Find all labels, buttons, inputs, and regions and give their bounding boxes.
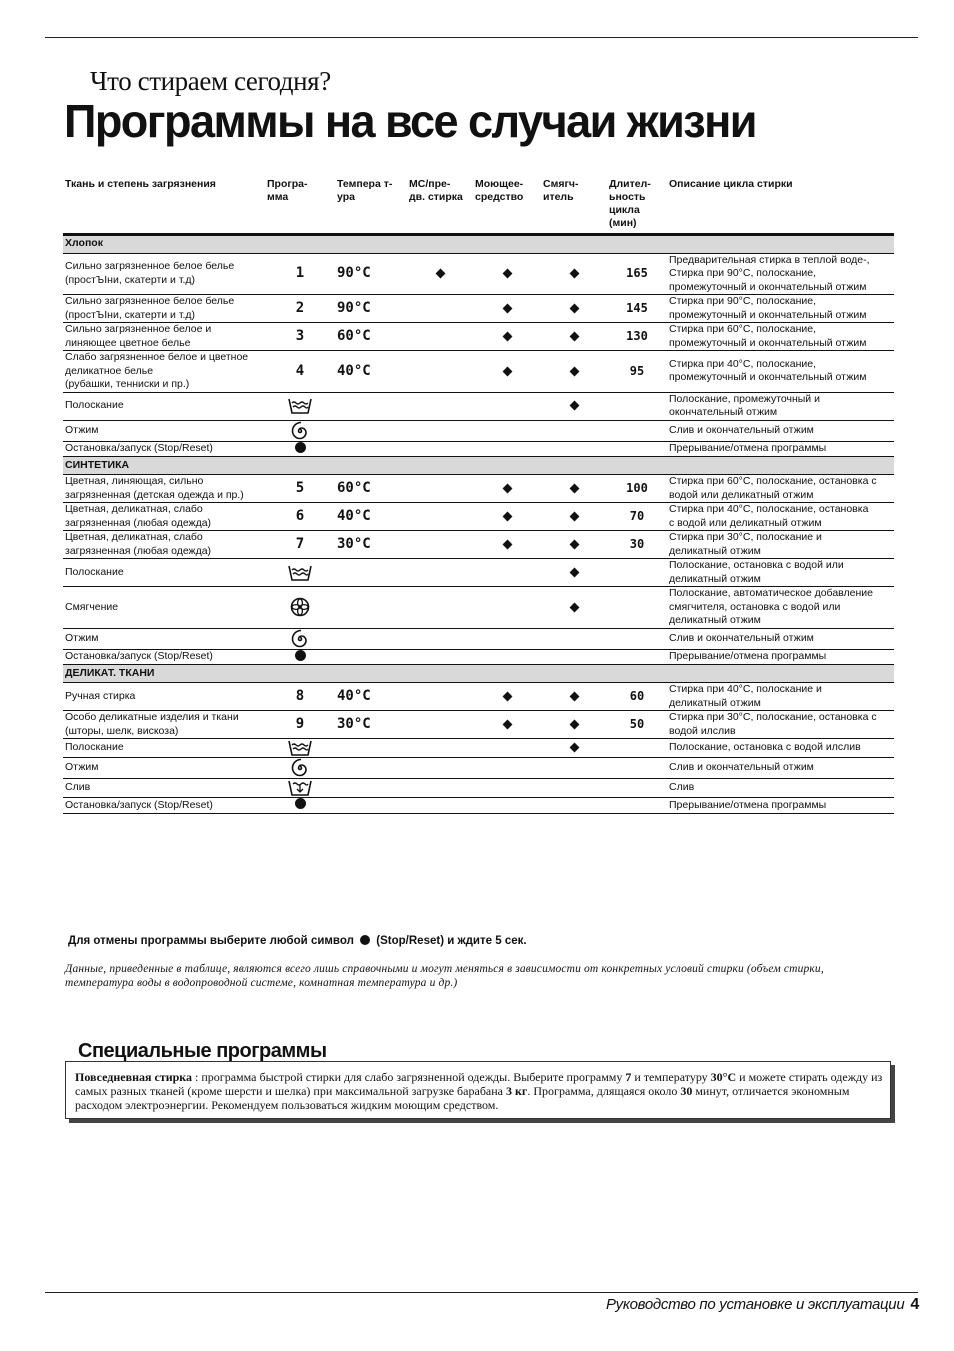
program-icon-cell — [265, 559, 335, 587]
softener-cell — [541, 420, 607, 441]
duration-cell — [607, 779, 667, 798]
program-table — [63, 176, 894, 814]
softener-cell — [541, 323, 607, 351]
detergent-cell — [473, 711, 541, 739]
fabric-cell: Сильно загрязненное белое белье (простЪIни, скатерти и т.д) — [63, 295, 265, 323]
temperature: 40°C — [335, 503, 407, 531]
diamond-icon — [569, 602, 579, 612]
diamond-icon — [502, 331, 512, 341]
description-cell: Стирка при 40°С, полоскание, остановка с водой или деликатный отжим — [667, 503, 894, 531]
softener-cell — [541, 798, 607, 814]
footer-text: Руководство по установке и эксплуатации — [605, 1296, 905, 1313]
duration-cell: 95 — [607, 351, 667, 393]
description-cell: Предварительная стирка в теплой воде-, Стирка при 90°С, полоскание, промежуточный и окончательный отжим — [667, 253, 894, 295]
spin-icon — [267, 758, 333, 778]
fabric-cell: Остановка/запуск (Stop/Reset) — [63, 798, 265, 814]
description-cell: Стирка при 90°С, полоскание, промежуточный и окончательный отжим — [667, 295, 894, 323]
detergent-cell — [473, 649, 541, 665]
detergent-cell — [473, 420, 541, 441]
disclaimer-note: Данные, приведенные в таблице, являются всего лишь справочными и могут меняться в зависимости от конкретных условий стирки (объем стирки, температура воды в водопроводной системе, комнатная температура и др.) — [65, 963, 824, 989]
program-number: 9 — [265, 711, 335, 739]
description-cell: Стирка при 30°С, полоскание и деликатный отжим — [667, 531, 894, 559]
detergent-cell — [473, 779, 541, 798]
prewash-cell — [407, 711, 473, 739]
diamond-icon — [569, 331, 579, 341]
rinse-icon — [267, 564, 333, 582]
softener-cell — [541, 351, 607, 393]
special-programs-box — [65, 1061, 891, 1119]
diamond-icon — [435, 269, 445, 279]
col-description: Описание цикла стирки — [669, 178, 793, 190]
description-cell: Полоскание, остановка с водой илслив — [667, 739, 894, 758]
col-prewash: МС/пре- дв. стирка — [409, 178, 463, 203]
temperature — [335, 739, 407, 758]
table-row — [63, 475, 894, 503]
temperature: 90°C — [335, 295, 407, 323]
table-row — [63, 420, 894, 441]
prewash-cell — [407, 739, 473, 758]
diamond-icon — [569, 483, 579, 493]
prewash-cell — [407, 351, 473, 393]
softener-icon — [267, 597, 333, 617]
duration-cell — [607, 392, 667, 420]
rinse-icon — [267, 739, 333, 757]
section-title: СИНТЕТИКА — [63, 457, 894, 475]
diamond-icon — [569, 719, 579, 729]
diamond-icon — [502, 719, 512, 729]
prewash-cell — [407, 253, 473, 295]
duration-cell: 70 — [607, 503, 667, 531]
program-number: 4 — [265, 351, 335, 393]
temperature: 40°C — [335, 683, 407, 711]
program-number: 5 — [265, 475, 335, 503]
table-header — [63, 176, 894, 234]
program-number: 7 — [265, 531, 335, 559]
fabric-cell: Отжим — [63, 628, 265, 649]
duration-cell: 145 — [607, 295, 667, 323]
diamond-icon — [569, 743, 579, 753]
drain-icon — [267, 779, 333, 797]
prewash-cell — [407, 475, 473, 503]
special-temp: 30°C — [710, 1070, 737, 1084]
table-row — [63, 739, 894, 758]
col-temperature: Темпера т- ура — [337, 178, 393, 203]
softener-cell — [541, 295, 607, 323]
special-programs-title: Специальные программы — [78, 1040, 327, 1062]
diamond-icon — [502, 303, 512, 313]
duration-cell: 165 — [607, 253, 667, 295]
temperature: 60°C — [335, 475, 407, 503]
prewash-cell — [407, 779, 473, 798]
softener-cell — [541, 559, 607, 587]
prewash-cell — [407, 758, 473, 779]
temperature — [335, 587, 407, 629]
table-row — [63, 392, 894, 420]
prewash-cell — [407, 628, 473, 649]
stop-reset-icon — [360, 935, 370, 945]
special-text: и можете стирать одежду из самых разных тканей (кроме шерсти и шелка) при максимальной загрузке барабана — [75, 1070, 883, 1098]
temperature: 90°C — [335, 253, 407, 295]
fabric-cell: Полоскание — [63, 392, 265, 420]
fabric-cell: Смягчение — [63, 587, 265, 629]
softener-cell — [541, 587, 607, 629]
softener-cell — [541, 779, 607, 798]
program-icon-cell — [265, 798, 335, 814]
softener-cell — [541, 253, 607, 295]
prewash-cell — [407, 587, 473, 629]
table-row — [63, 628, 894, 649]
special-program-number: 7 — [625, 1070, 632, 1084]
table-row — [63, 798, 894, 814]
special-text: . Программа, длящаяся около — [527, 1084, 681, 1098]
table-row — [63, 587, 894, 629]
table-row — [63, 758, 894, 779]
program-number: 1 — [265, 253, 335, 295]
detergent-cell — [473, 531, 541, 559]
duration-cell: 50 — [607, 711, 667, 739]
duration-cell — [607, 649, 667, 665]
detergent-cell — [473, 758, 541, 779]
duration-cell: 60 — [607, 683, 667, 711]
col-softener: Смягч- итель — [543, 178, 579, 203]
diamond-icon — [569, 511, 579, 521]
description-cell: Стирка при 40°С, полоскание, промежуточный и окончательный отжим — [667, 351, 894, 393]
diamond-icon — [502, 691, 512, 701]
detergent-cell — [473, 628, 541, 649]
softener-cell — [541, 683, 607, 711]
temperature: 30°C — [335, 711, 407, 739]
diamond-icon — [569, 567, 579, 577]
description-cell: Полоскание, автоматическое добавление смягчителя, остановка с водой или деликатный отжим — [667, 587, 894, 629]
fabric-cell: Слив — [63, 779, 265, 798]
fabric-cell: Особо деликатные изделия и ткани (шторы, шелк, вискоза) — [63, 711, 265, 739]
softener-cell — [541, 758, 607, 779]
fabric-cell: Отжим — [63, 758, 265, 779]
fabric-cell: Сильно загрязненное белое и линяющее цветное белье — [63, 323, 265, 351]
program-icon-cell — [265, 628, 335, 649]
table-row — [63, 649, 894, 665]
col-program: Програ- мма — [267, 178, 308, 203]
table-row — [63, 253, 894, 295]
fabric-cell: Полоскание — [63, 559, 265, 587]
duration-cell — [607, 739, 667, 758]
description-cell: Слив — [667, 779, 894, 798]
prewash-cell — [407, 649, 473, 665]
description-cell: Стирка при 60°С, полоскание, остановка с водой или деликатный отжим — [667, 475, 894, 503]
detergent-cell — [473, 441, 541, 457]
fabric-cell: Цветная, линяющая, сильно загрязненная (детская одежда и пр.) — [63, 475, 265, 503]
diamond-icon — [569, 303, 579, 313]
program-icon-cell — [265, 779, 335, 798]
duration-cell: 130 — [607, 323, 667, 351]
duration-cell — [607, 798, 667, 814]
prewash-cell — [407, 441, 473, 457]
stop-reset-icon — [295, 797, 306, 813]
diamond-icon — [502, 366, 512, 376]
description-cell: Полоскание, промежуточный и окончательный отжим — [667, 392, 894, 420]
fabric-cell: Цветная, деликатная, слабо загрязненная (любая одежда) — [63, 503, 265, 531]
diamond-icon — [569, 539, 579, 549]
diamond-icon — [569, 366, 579, 376]
fabric-cell: Остановка/запуск (Stop/Reset) — [63, 649, 265, 665]
diamond-icon — [502, 511, 512, 521]
diamond-icon — [502, 539, 512, 549]
page-title: Программы на все случаи жизни — [64, 95, 756, 147]
prewash-cell — [407, 798, 473, 814]
program-number: 6 — [265, 503, 335, 531]
spin-icon — [267, 629, 333, 649]
diamond-icon — [569, 269, 579, 279]
softener-cell — [541, 649, 607, 665]
fabric-cell: Ручная стирка — [63, 683, 265, 711]
table-row — [63, 559, 894, 587]
table-row — [63, 711, 894, 739]
detergent-cell — [473, 587, 541, 629]
section-header — [63, 234, 894, 253]
prewash-cell — [407, 295, 473, 323]
detergent-cell — [473, 253, 541, 295]
program-icon-cell — [265, 758, 335, 779]
table-row — [63, 503, 894, 531]
duration-cell: 30 — [607, 531, 667, 559]
col-detergent: Моющее- средство — [475, 178, 524, 203]
temperature — [335, 798, 407, 814]
softener-cell — [541, 441, 607, 457]
program-icon-cell — [265, 441, 335, 457]
page-subtitle: Что стираем сегодня? — [90, 66, 331, 96]
cancel-note-text: Для отмены программы выберите любой символ — [68, 935, 354, 947]
special-load: 3 кг — [506, 1084, 528, 1098]
description-cell: Прерывание/отмена программы — [667, 649, 894, 665]
description-cell: Стирка при 60°С, полоскание, промежуточный и окончательный отжим — [667, 323, 894, 351]
duration-cell — [607, 559, 667, 587]
stop-reset-icon — [295, 649, 306, 665]
table-row — [63, 323, 894, 351]
duration-cell — [607, 758, 667, 779]
special-text: минут, отличается экономным расходом электроэнергии. Рекомендуем пользоваться жидким моющим средством. — [75, 1084, 850, 1112]
temperature — [335, 559, 407, 587]
detergent-cell — [473, 798, 541, 814]
softener-cell — [541, 711, 607, 739]
prewash-cell — [407, 420, 473, 441]
temperature — [335, 441, 407, 457]
softener-cell — [541, 628, 607, 649]
table-row — [63, 779, 894, 798]
stop-reset-icon — [295, 441, 306, 457]
program-icon-cell — [265, 420, 335, 441]
description-cell: Прерывание/отмена программы — [667, 798, 894, 814]
description-cell: Стирка при 40°С, полоскание и деликатный отжим — [667, 683, 894, 711]
fabric-cell: Слабо загрязненное белое и цветное деликатное белье (рубашки, тенниски и пр.) — [63, 351, 265, 393]
spin-icon — [267, 421, 333, 441]
duration-cell — [607, 420, 667, 441]
prewash-cell — [407, 323, 473, 351]
special-text: и температуру — [631, 1070, 711, 1084]
table-row — [63, 531, 894, 559]
detergent-cell — [473, 739, 541, 758]
prewash-cell — [407, 503, 473, 531]
softener-cell — [541, 475, 607, 503]
diamond-icon — [502, 269, 512, 279]
detergent-cell — [473, 475, 541, 503]
duration-cell — [607, 628, 667, 649]
temperature — [335, 628, 407, 649]
detergent-cell — [473, 392, 541, 420]
program-icon-cell — [265, 587, 335, 629]
temperature — [335, 758, 407, 779]
detergent-cell — [473, 351, 541, 393]
special-minutes: 30 — [680, 1084, 693, 1098]
col-duration: Длител- ьность цикла (мин) — [609, 178, 651, 229]
prewash-cell — [407, 392, 473, 420]
diamond-icon — [569, 691, 579, 701]
special-program-name: Повседневная стирка — [75, 1070, 193, 1084]
detergent-cell — [473, 559, 541, 587]
duration-cell: 100 — [607, 475, 667, 503]
program-icon-cell — [265, 649, 335, 665]
program-number: 3 — [265, 323, 335, 351]
bottom-rule — [45, 1292, 918, 1293]
fabric-cell: Остановка/запуск (Stop/Reset) — [63, 441, 265, 457]
table-row — [63, 441, 894, 457]
rinse-icon — [267, 397, 333, 415]
top-rule — [45, 37, 918, 38]
page-number: 4 — [910, 1296, 919, 1313]
cancel-note-text-2: (Stop/Reset) и ждите 5 сек. — [376, 935, 527, 947]
fabric-cell: Полоскание — [63, 739, 265, 758]
temperature — [335, 779, 407, 798]
description-cell: Полоскание, остановка с водой или деликатный отжим — [667, 559, 894, 587]
temperature: 40°C — [335, 351, 407, 393]
prewash-cell — [407, 683, 473, 711]
detergent-cell — [473, 683, 541, 711]
duration-cell — [607, 587, 667, 629]
section-header — [63, 457, 894, 475]
section-title: ДЕЛИКАТ. ТКАНИ — [63, 665, 894, 683]
fabric-cell: Сильно загрязненное белое белье (простЪIни, скатерти и т.д) — [63, 253, 265, 295]
softener-cell — [541, 503, 607, 531]
program-icon-cell — [265, 739, 335, 758]
special-text: : программа быстрой стирки для слабо загрязненной одежды. Выберите программу — [192, 1070, 626, 1084]
diamond-icon — [502, 483, 512, 493]
temperature — [335, 649, 407, 665]
detergent-cell — [473, 295, 541, 323]
description-cell: Слив и окончательный отжим — [667, 420, 894, 441]
section-title: Хлопок — [63, 234, 894, 253]
cancel-note — [68, 935, 527, 947]
duration-cell — [607, 441, 667, 457]
softener-cell — [541, 392, 607, 420]
description-cell: Слив и окончательный отжим — [667, 628, 894, 649]
section-header — [63, 665, 894, 683]
prewash-cell — [407, 531, 473, 559]
temperature — [335, 420, 407, 441]
temperature — [335, 392, 407, 420]
detergent-cell — [473, 503, 541, 531]
program-number: 8 — [265, 683, 335, 711]
description-cell: Прерывание/отмена программы — [667, 441, 894, 457]
temperature: 30°C — [335, 531, 407, 559]
detergent-cell — [473, 323, 541, 351]
table-row — [63, 295, 894, 323]
softener-cell — [541, 739, 607, 758]
softener-cell — [541, 531, 607, 559]
table-row — [63, 351, 894, 393]
col-fabric: Ткань и степень загрязнения — [65, 178, 216, 190]
diamond-icon — [569, 401, 579, 411]
fabric-cell: Отжим — [63, 420, 265, 441]
footer — [606, 1296, 919, 1314]
program-icon-cell — [265, 392, 335, 420]
description-cell: Стирка при 30°С, полоскание, остановка с водой илслив — [667, 711, 894, 739]
table-row — [63, 683, 894, 711]
prewash-cell — [407, 559, 473, 587]
program-number: 2 — [265, 295, 335, 323]
fabric-cell: Цветная, деликатная, слабо загрязненная (любая одежда) — [63, 531, 265, 559]
description-cell: Слив и окончательный отжим — [667, 758, 894, 779]
temperature: 60°C — [335, 323, 407, 351]
